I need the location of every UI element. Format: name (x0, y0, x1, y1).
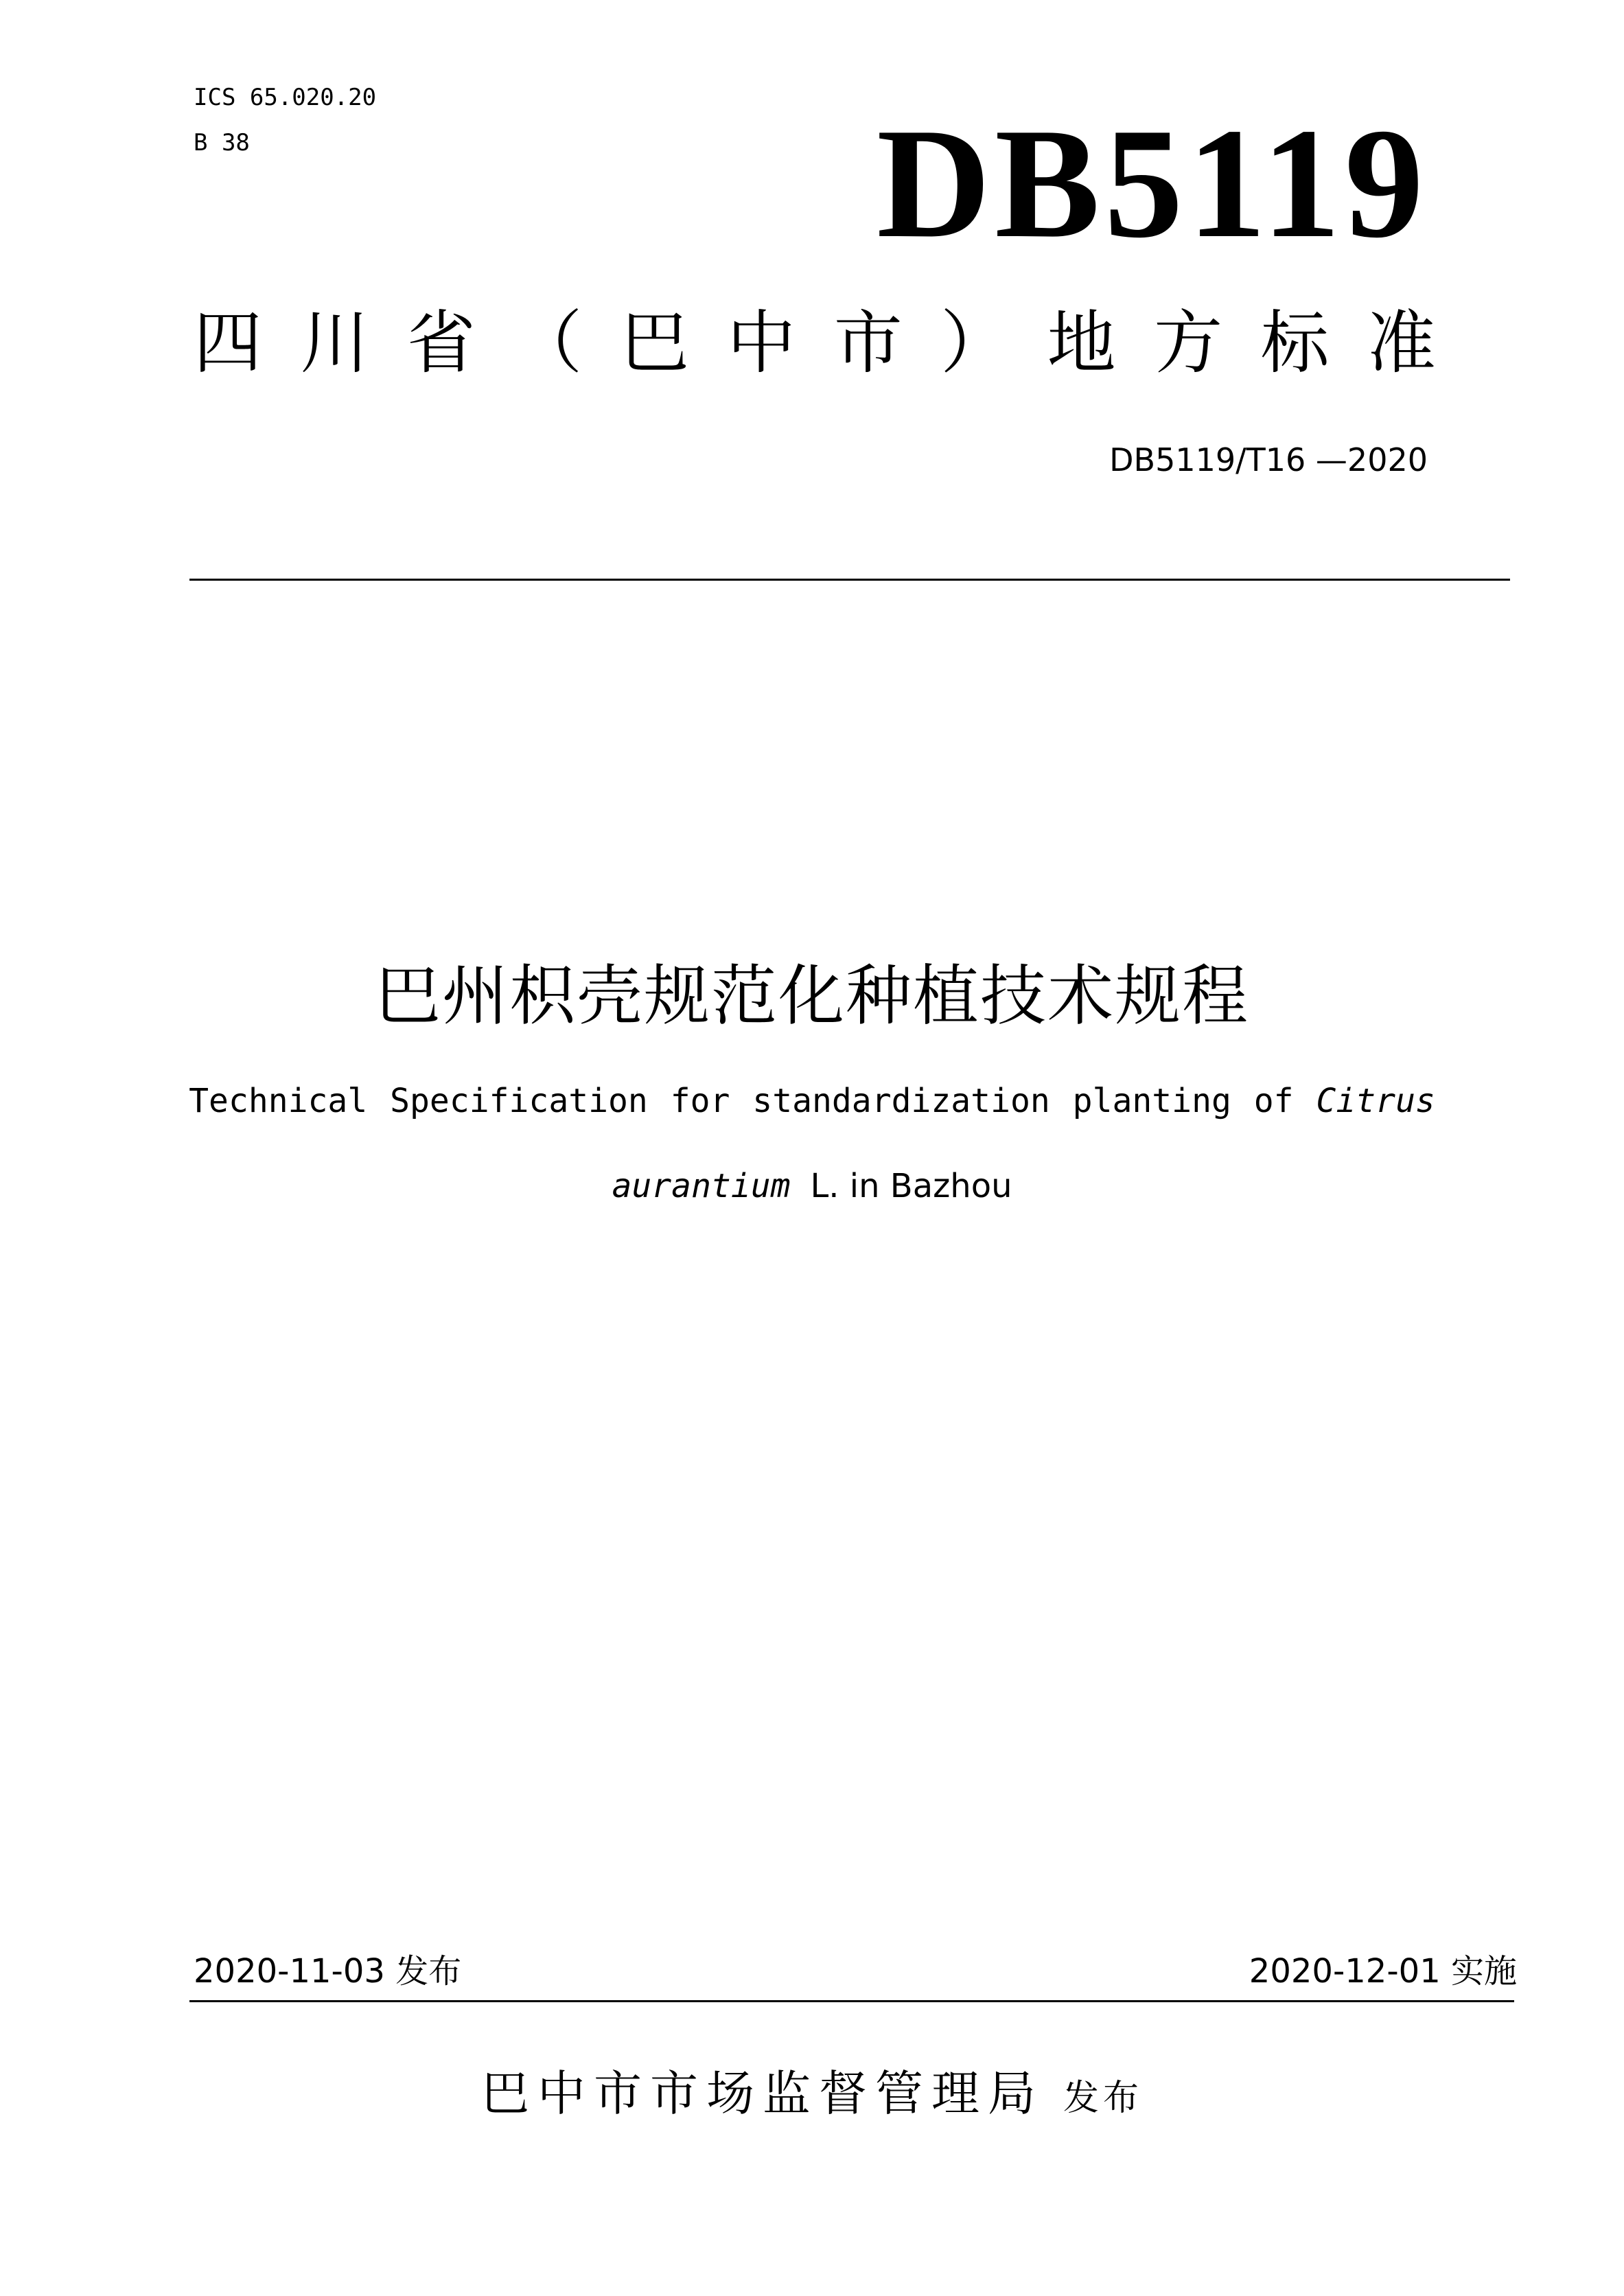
title-english-prefix: Technical Specification for standardization planting of (189, 1082, 1294, 1120)
issuer-suffix: 发布 (1063, 2078, 1143, 2119)
header-divider (189, 579, 1510, 581)
standard-name-char: ） (940, 303, 1010, 383)
standard-logo: DB5119 (877, 95, 1428, 270)
title-english-line1 (0, 1078, 1624, 1124)
issuer-name: 巴中市市场监督管理局 (480, 2065, 1044, 2122)
standard-name-char: 地 (1047, 303, 1116, 383)
standard-number: DB5119/T16 —2020 (1109, 441, 1428, 478)
title-chinese: 巴州枳壳规范化种植技术规程 (375, 958, 1249, 1034)
standard-type-name (194, 295, 1436, 391)
ics-code: ICS 65.020.20 (194, 84, 377, 111)
standard-name-char: 四 (194, 303, 262, 383)
standard-name-char: 巴 (620, 303, 689, 383)
standard-name-char: （ (513, 303, 583, 383)
title-english-line2 (0, 1163, 1624, 1209)
publish-date: 2020-11-03 发布 (194, 1952, 462, 1991)
standard-name-char: 标 (1260, 303, 1330, 383)
classification-code: B 38 (194, 129, 250, 156)
implement-date: 2020-12-01 实施 (1249, 1952, 1517, 1991)
title-english-species: aurantium (612, 1167, 791, 1205)
standard-name-char: 方 (1154, 303, 1223, 383)
standard-name-char: 川 (300, 303, 369, 383)
standard-name-char: 省 (406, 303, 476, 383)
issuer-block (0, 2059, 1624, 2133)
title-english-suffix: L. in Bazhou (810, 1167, 1012, 1205)
title-english-genus: Citrus (1316, 1082, 1435, 1120)
standard-name-char: 准 (1367, 303, 1436, 383)
standard-name-char: 中 (727, 303, 796, 383)
standard-name-char: 市 (833, 303, 903, 383)
footer-divider (189, 2000, 1514, 2002)
